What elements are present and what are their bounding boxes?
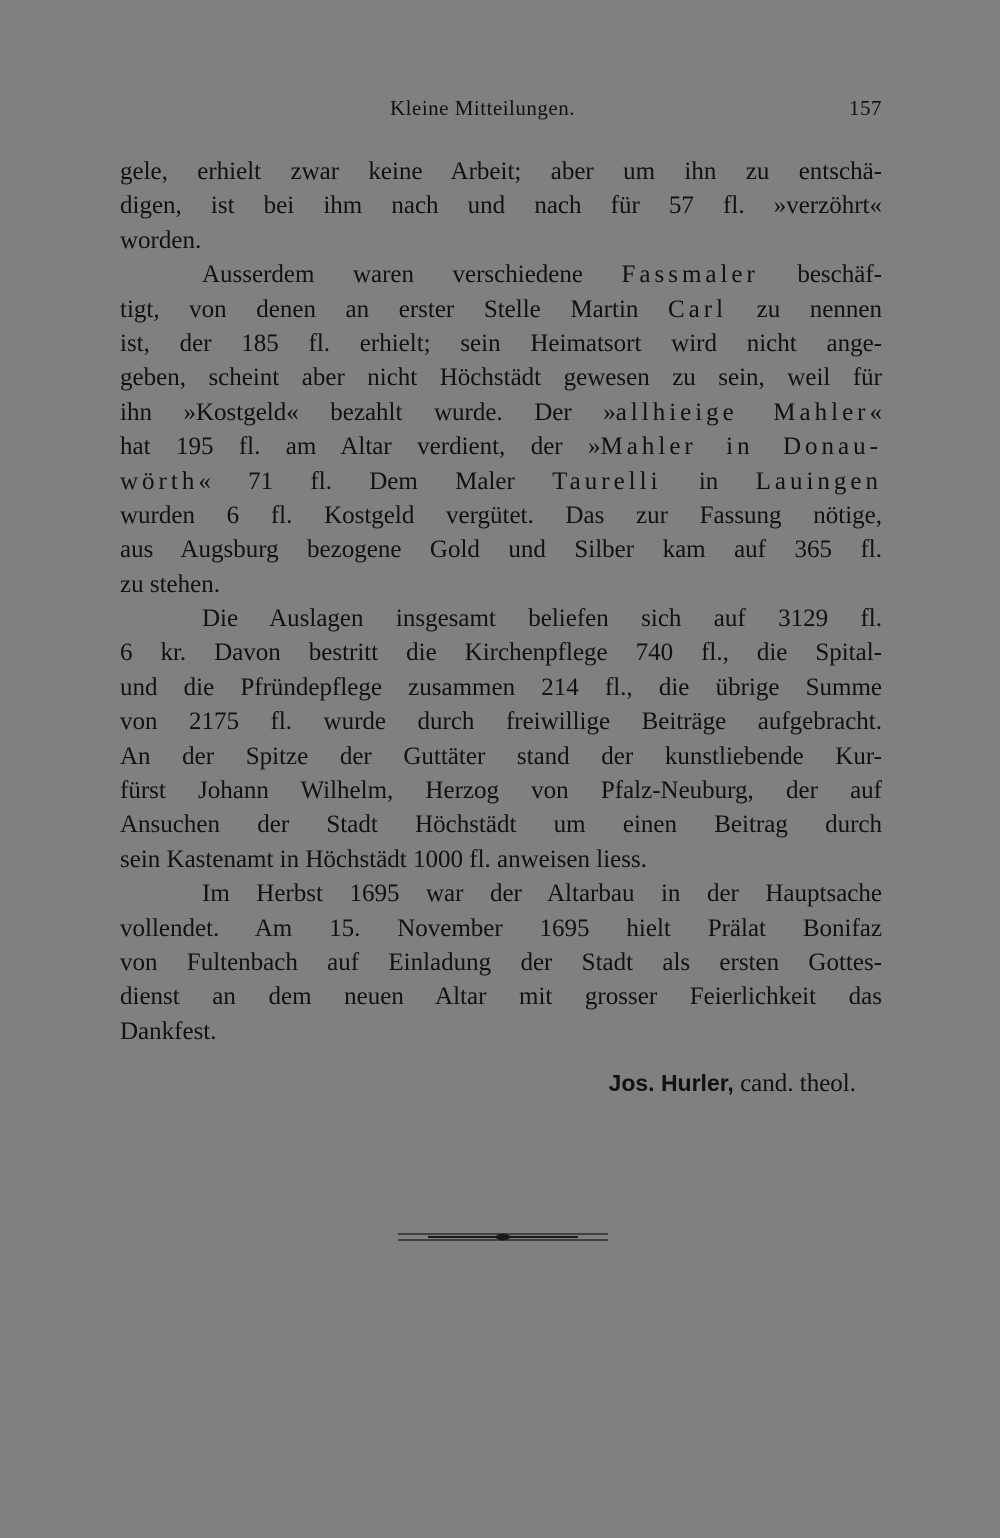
text-line: ist, der 185 fl. erhielt; sein Heimatsort wird nicht ange-	[120, 329, 882, 357]
text-line: gele, erhielt zwar keine Arbeit; aber um ihn zu entschä-	[120, 158, 882, 185]
emphasis-term: Fassmaler	[621, 261, 759, 289]
page-number: 157	[849, 96, 882, 120]
text-line: An der Spitze der Guttäter stand der kunstliebende Kur-	[120, 742, 882, 770]
text-line	[120, 465, 882, 499]
text-line: 6 kr. Davon bestritt die Kirchenpflege 740 fl., die Spital-	[120, 639, 882, 667]
text-line: sein Kastenamt in Höchstädt 1000 fl. anweisen liess.	[120, 845, 647, 873]
text-line: zu stehen.	[120, 570, 220, 598]
text-line: Dankfest.	[120, 1017, 217, 1045]
author-name: Jos. Hurler,	[608, 1070, 734, 1096]
text-line	[120, 396, 882, 430]
text-line: Die Auslagen insgesamt beliefen sich auf 3129 fl.	[202, 605, 882, 633]
text-line: worden.	[120, 226, 202, 254]
emphasis-place: Lauingen	[755, 467, 882, 495]
emphasis-name: Carl	[667, 295, 728, 323]
text-line	[120, 293, 882, 327]
text-run: hat 195 fl. am Altar verdient, der »	[120, 433, 601, 461]
text-line: geben, scheint aber nicht Höchstädt gewesen zu sein, weil für	[120, 364, 882, 392]
text-line: Im Herbst 1695 war der Altarbau in der Hauptsache	[202, 880, 882, 908]
author-title: cand. theol.	[733, 1070, 856, 1097]
emphasis-term: Mahler in Donau-	[600, 433, 882, 461]
text-run: Ausserdem waren verschiedene	[202, 261, 622, 289]
running-title: Kleine Mitteilungen.	[390, 96, 575, 120]
emphasis-term: allhieige Mahler	[615, 398, 870, 426]
text-run: zu nennen	[727, 295, 882, 323]
emphasis-term: wörth	[120, 467, 199, 495]
text-line: fürst Johann Wilhelm, Herzog von Pfalz-Neuburg, der auf	[120, 777, 882, 805]
text-line: digen, ist bei ihm nach und nach für 57 fl. »verzöhrt«	[120, 192, 882, 220]
text-line: aus Augsburg bezogene Gold und Silber kam auf 365 fl.	[120, 536, 882, 564]
text-line: Ansuchen der Stadt Höchstädt um einen Beitrag durch	[120, 811, 882, 839]
text-run: in	[661, 467, 756, 495]
text-line	[120, 430, 882, 464]
text-line: von Fultenbach auf Einladung der Stadt als ersten Gottes-	[120, 948, 882, 976]
text-line: vollendet. Am 15. November 1695 hielt Prälat Bonifaz	[120, 914, 882, 942]
text-line: dienst an dem neuen Altar mit grosser Feierlichkeit das	[120, 983, 882, 1011]
text-run: tigt, von denen an erster Stelle Martin	[120, 295, 668, 323]
running-header	[120, 96, 882, 130]
author-signature	[120, 1066, 856, 1100]
text-run: « 71 fl. Dem Maler	[198, 467, 553, 495]
text-line	[120, 258, 882, 292]
text-line: und die Pfründepflege zusammen 214 fl., die übrige Summe	[120, 673, 882, 701]
body-text	[120, 155, 882, 1049]
text-line: von 2175 fl. wurde durch freiwillige Beiträge aufgebracht.	[120, 708, 882, 736]
text-line: wurden 6 fl. Kostgeld vergütet. Das zur Fassung nötige,	[120, 501, 882, 529]
text-run: ihn »Kostgeld« bezahlt wurde. Der »	[120, 398, 616, 426]
text-run: beschäf-	[758, 261, 882, 289]
text-run: «	[869, 398, 882, 426]
end-ornament-icon	[398, 1230, 608, 1244]
emphasis-name: Taurelli	[552, 467, 662, 495]
